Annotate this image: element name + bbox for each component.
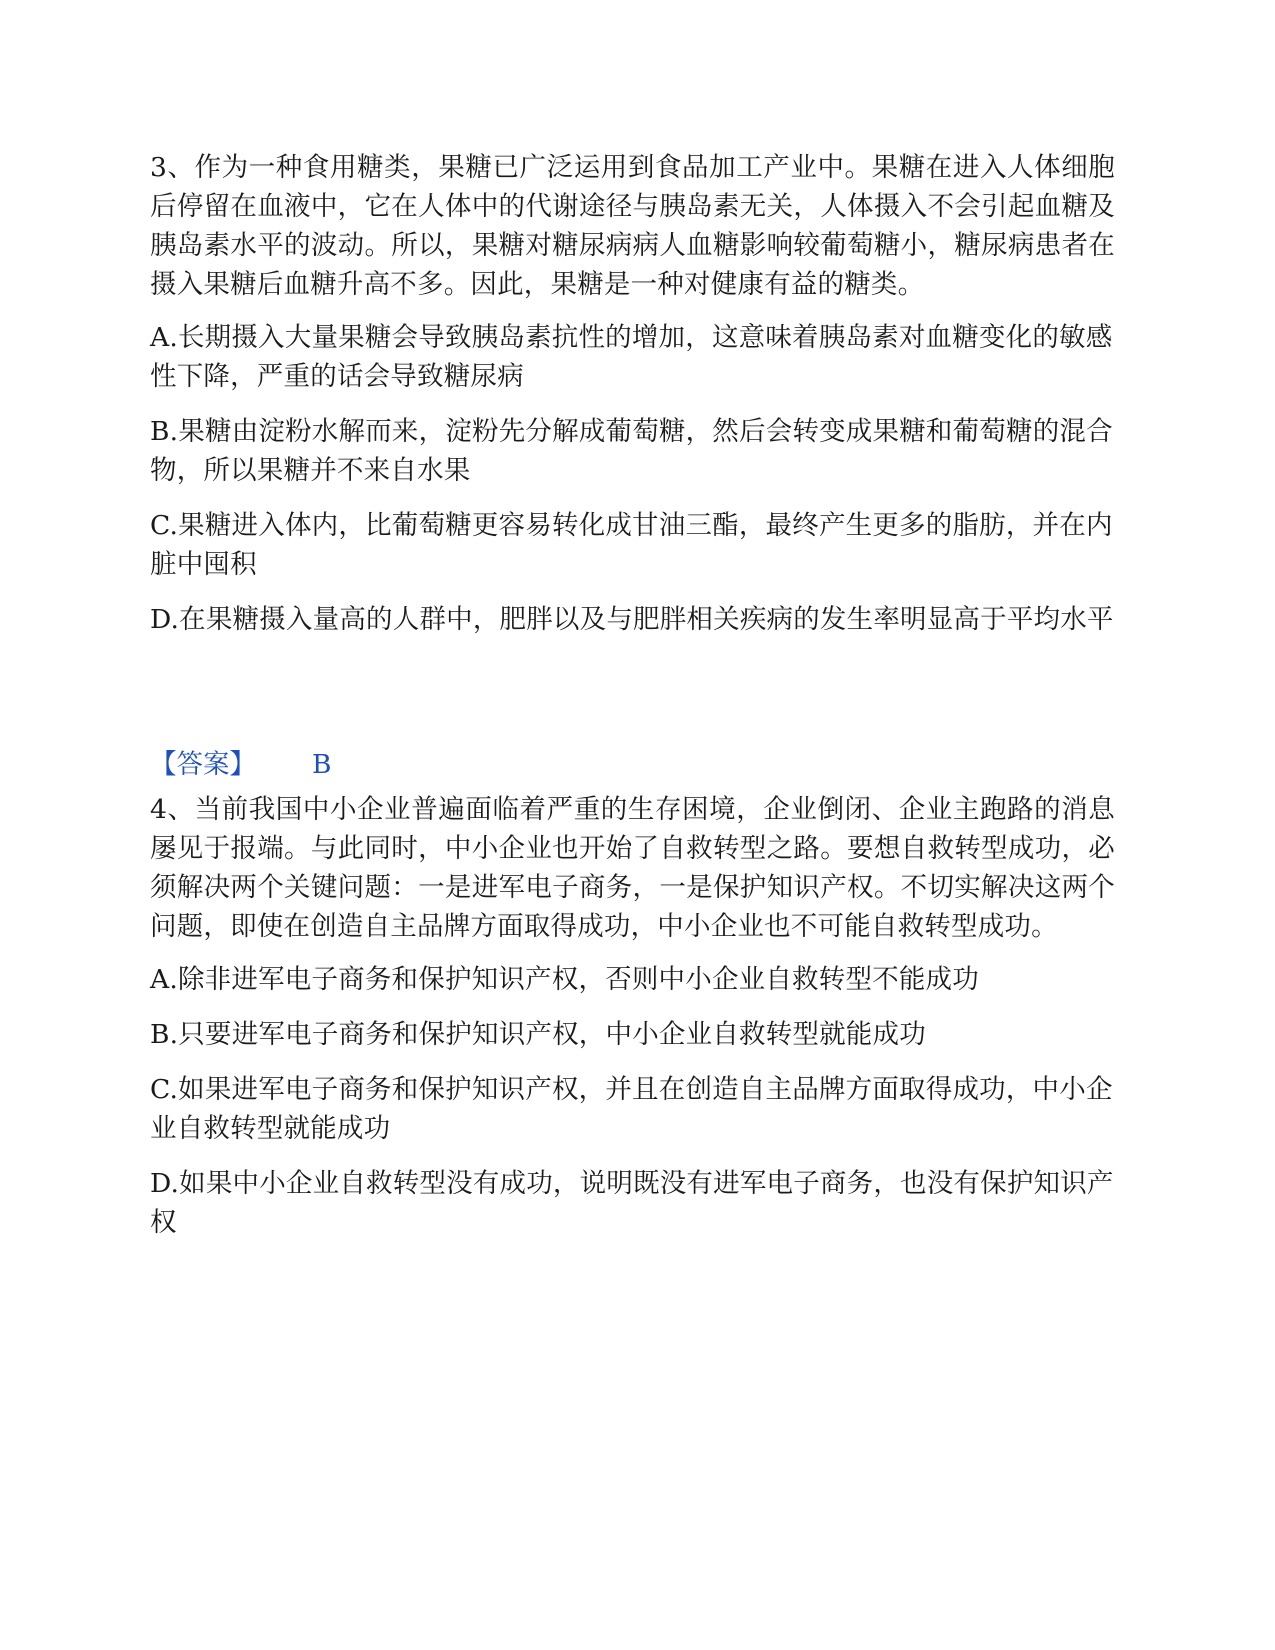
answer-label: 【答案】 — [150, 749, 256, 780]
question-4-option-d: D.如果中小企业自救转型没有成功，说明既没有进军电子商务，也没有保护知识产权 — [150, 1168, 1114, 1238]
question-4-stem: 4、当前我国中小企业普遍面临着严重的生存困境，企业倒闭、企业主跑路的消息屡见于报端。与此同时，中小企业也开始了自救转型之路。要想自救转型成功，必须解决两个关键问题：一是进军电子商务，一是保护知识产权。不切实解决这两个问题，即使在创造自主品牌方面取得成功，中小企业也不可能自救转型成功。 — [150, 794, 1115, 942]
question-4-option-a: A.除非进军电子商务和保护知识产权，否则中小企业自救转型不能成功 — [150, 964, 979, 995]
question-4-option-c: C.如果进军电子商务和保护知识产权，并且在创造自主品牌方面取得成功，中小企业自救转型就能成功 — [150, 1074, 1113, 1144]
question-3-option-a: A.长期摄入大量果糖会导致胰岛素抗性的增加，这意味着胰岛素对血糖变化的敏感性下降，严重的话会导致糖尿病 — [150, 322, 1113, 392]
question-3-option-d: D.在果糖摄入量高的人群中，肥胖以及与肥胖相关疾病的发生率明显高于平均水平 — [150, 604, 1114, 635]
question-4 — [150, 790, 1115, 1242]
answer-row — [150, 745, 1115, 784]
document-page — [150, 148, 1115, 1258]
question-3-stem: 3、作为一种食用糖类，果糖已广泛运用到食品加工产业中。果糖在进入人体细胞后停留在血液中，它在人体中的代谢途径与胰岛素无关，人体摄入不会引起血糖及胰岛素水平的波动。所以，果糖对糖尿病病人血糖影响较葡萄糖小，糖尿病患者在摄入果糖后血糖升高不多。因此，果糖是一种对健康有益的糖类。 — [150, 152, 1115, 300]
question-3-option-c: C.果糖进入体内，比葡萄糖更容易转化成甘油三酯，最终产生更多的脂肪，并在内脏中囤积 — [150, 510, 1113, 580]
question-3 — [150, 148, 1115, 639]
answer-value: B — [312, 749, 332, 780]
question-3-option-b: B.果糖由淀粉水解而来，淀粉先分解成葡萄糖，然后会转变成果糖和葡萄糖的混合物，所以果糖并不来自水果 — [150, 416, 1113, 486]
question-4-option-b: B.只要进军电子商务和保护知识产权，中小企业自救转型就能成功 — [150, 1019, 926, 1050]
